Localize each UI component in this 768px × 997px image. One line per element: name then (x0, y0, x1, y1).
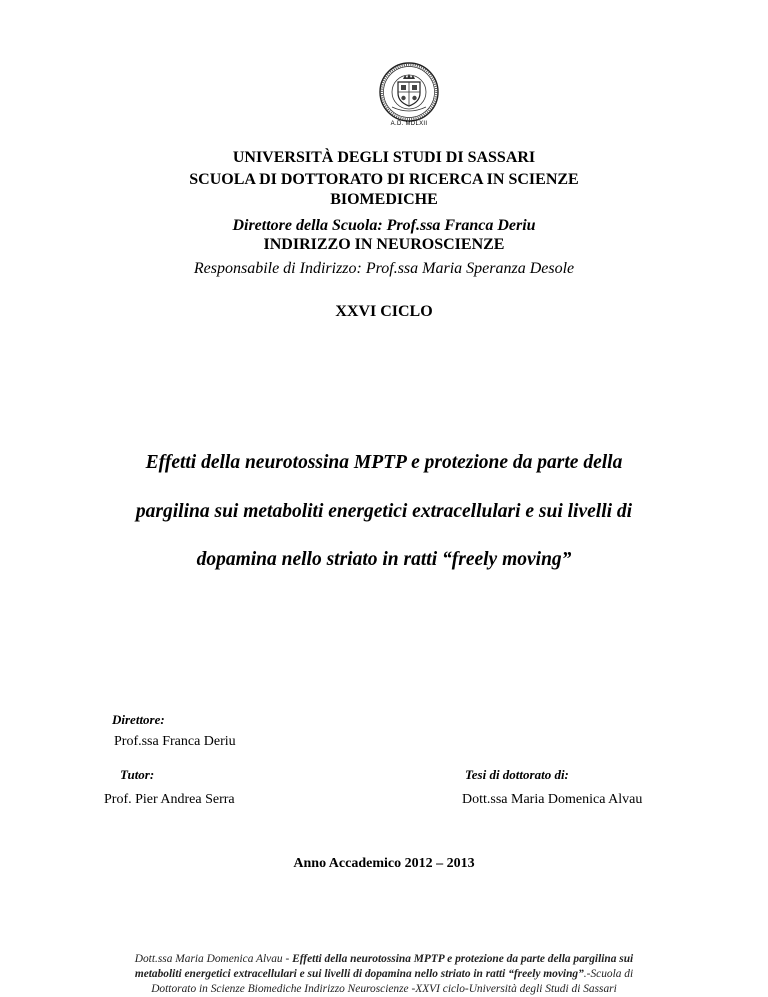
academic-year: Anno Accademico 2012 – 2013 (293, 856, 475, 871)
candidate-label: Tesi di dottorato di: (465, 767, 569, 782)
cycle: XXVI CICLO (335, 303, 433, 320)
program-head: Responsabile di Indirizzo: Prof.ssa Maria Speranza Desole (193, 260, 575, 277)
tutor-name: Prof. Pier Andrea Serra (104, 792, 235, 807)
university-name: UNIVERSITÀ DEGLI STUDI DI SASSARI (232, 149, 536, 166)
seal-caption: A.D. MDLXII (390, 121, 428, 127)
program-name: INDIRIZZO IN NEUROSCIENZE (263, 236, 505, 253)
school-name-line2: BIOMEDICHE (330, 191, 438, 208)
thesis-title-line2: pargilina sui metaboliti energetici extracellulari e sui livelli di (135, 501, 633, 522)
page-footer (120, 952, 648, 997)
tutor-label: Tutor: (120, 767, 155, 782)
footer-author: Dott.ssa Maria Domenica Alvau - (134, 953, 293, 965)
footer-rest: .-Scuola di Dottorato in Scienze Biomediche Indirizzo Neuroscienze -XXVI ciclo-Università degli Studi di Sassari (151, 968, 634, 995)
candidate-name: Dott.ssa Maria Domenica Alvau (462, 792, 643, 807)
school-name-line1: SCUOLA DI DOTTORATO DI RICERCA IN SCIENZE (189, 171, 579, 188)
thesis-title-line1: Effetti della neurotossina MPTP e protezione da parte della (145, 452, 623, 473)
school-director: Direttore della Scuola: Prof.ssa Franca Deriu (232, 217, 536, 234)
thesis-title-line3: dopamina nello striato in ratti “freely moving” (196, 549, 572, 570)
footer-title: Effetti della neurotossina MPTP e protezione da parte della pargilina sui metaboliti energetici extracellulari e sui livelli di dopamina nello striato in ratti “freely moving” (134, 953, 634, 980)
director-name: Prof.ssa Franca Deriu (114, 734, 236, 749)
director-label: Direttore: (112, 712, 165, 727)
